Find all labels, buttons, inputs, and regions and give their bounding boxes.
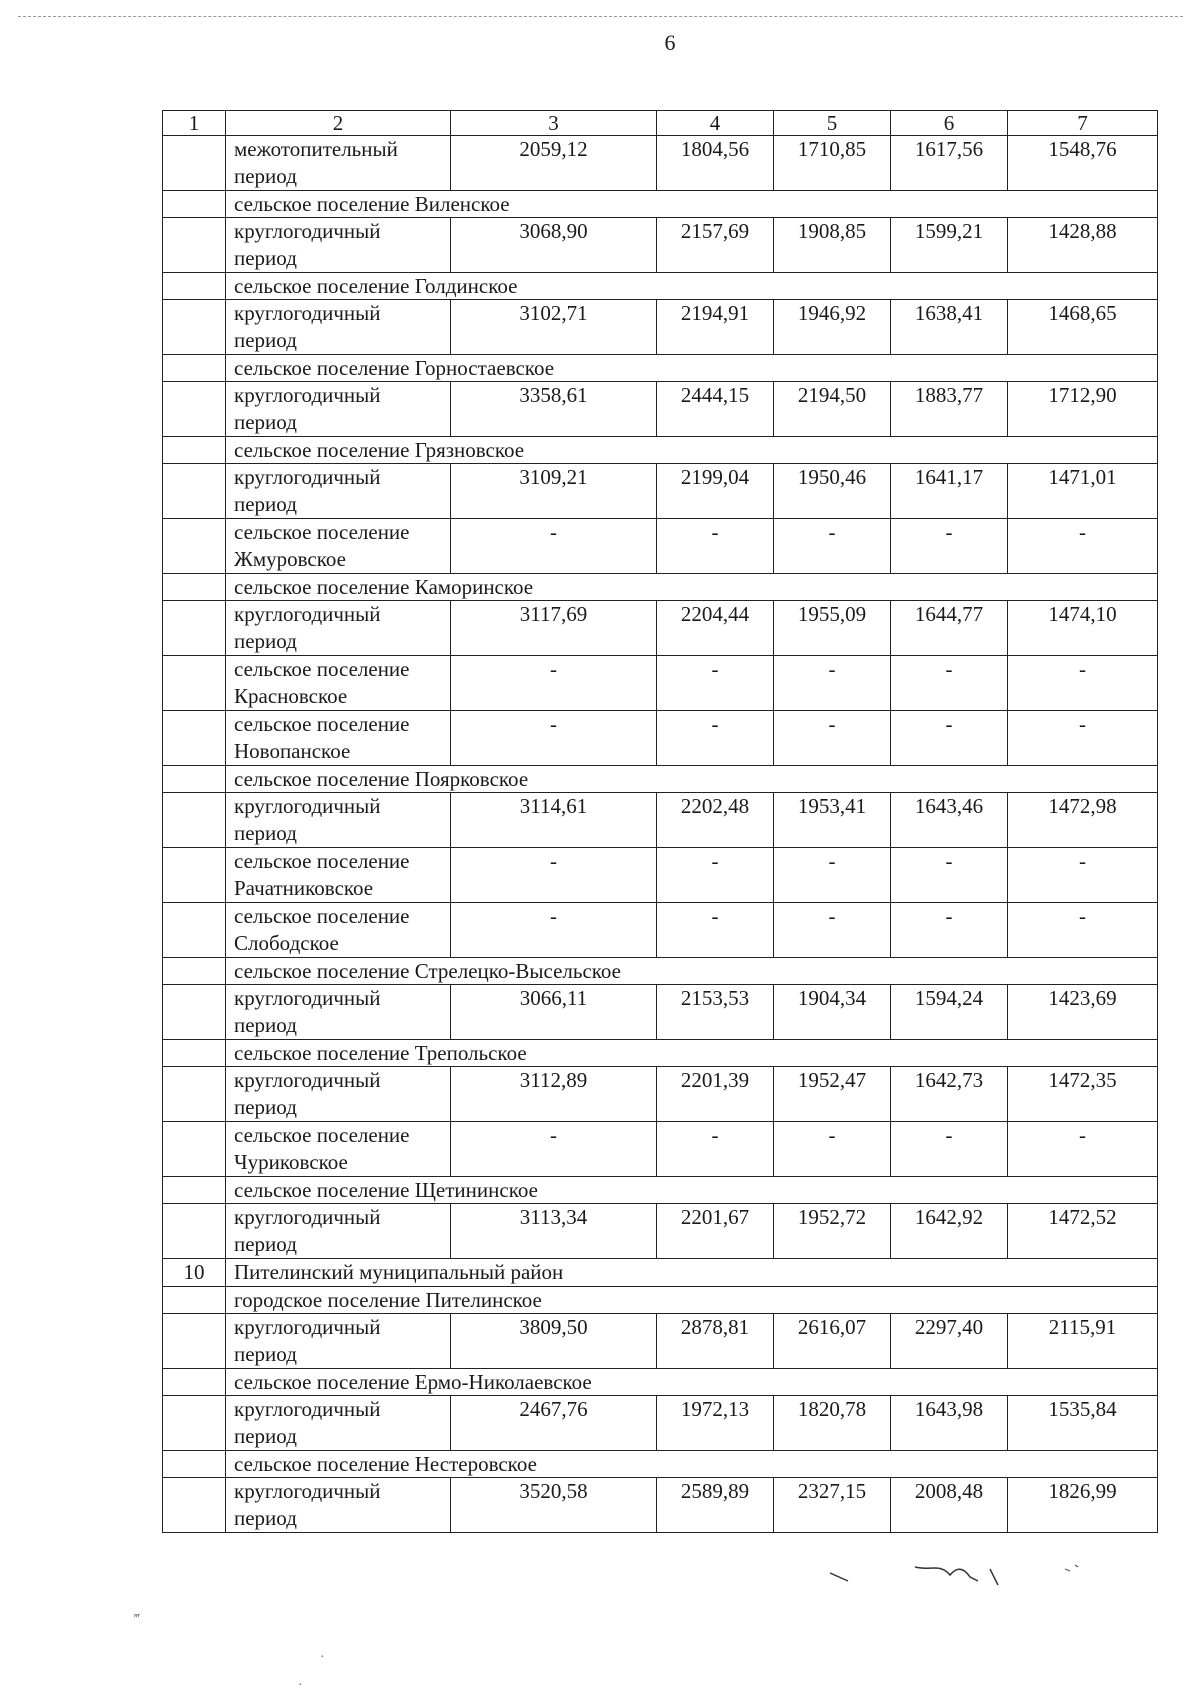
value-cell: 1423,69 — [1008, 985, 1158, 1040]
settlement-row — [163, 1451, 1158, 1478]
settlement-row — [163, 1040, 1158, 1067]
value-cell: - — [1008, 656, 1158, 711]
row-number-cell — [163, 958, 226, 985]
row-number-cell — [163, 1204, 226, 1259]
value-cell: 3520,58 — [451, 1478, 657, 1533]
value-cell: 1428,88 — [1008, 218, 1158, 273]
value-cell: 1904,34 — [774, 985, 891, 1040]
value-cell: 1950,46 — [774, 464, 891, 519]
header-cell: 1 — [163, 111, 226, 136]
period-label: сельское поселение Новопанское — [226, 711, 451, 766]
value-cell: 2201,67 — [657, 1204, 774, 1259]
row-number-cell — [163, 793, 226, 848]
value-cell: 1908,85 — [774, 218, 891, 273]
row-number-cell — [163, 382, 226, 437]
settlement-row — [163, 766, 1158, 793]
row-number-cell — [163, 574, 226, 601]
value-cell: 2327,15 — [774, 1478, 891, 1533]
value-cell: 2194,50 — [774, 382, 891, 437]
row-number-cell — [163, 218, 226, 273]
settlement-name: сельское поселение Ермо-Николаевское — [226, 1369, 1158, 1396]
row-number-cell — [163, 1314, 226, 1369]
row-number-cell — [163, 1451, 226, 1478]
table-row — [163, 1122, 1158, 1177]
period-label: круглогодичный период — [226, 601, 451, 656]
value-cell: 1468,65 — [1008, 300, 1158, 355]
value-cell: 3117,69 — [451, 601, 657, 656]
value-cell: 2201,39 — [657, 1067, 774, 1122]
row-number-cell — [163, 437, 226, 464]
value-cell: 1955,09 — [774, 601, 891, 656]
period-label: круглогодичный период — [226, 382, 451, 437]
value-cell: 1644,77 — [891, 601, 1008, 656]
value-cell: - — [1008, 711, 1158, 766]
page-number: 6 — [664, 30, 676, 55]
value-cell: 2008,48 — [891, 1478, 1008, 1533]
value-cell: - — [657, 1122, 774, 1177]
value-cell: - — [1008, 1122, 1158, 1177]
settlement-name: сельское поселение Щетининское — [226, 1177, 1158, 1204]
scan-speck: · — [320, 1650, 325, 1665]
row-number-cell — [163, 766, 226, 793]
header-cell: 2 — [226, 111, 451, 136]
settlement-row — [163, 273, 1158, 300]
value-cell: 2202,48 — [657, 793, 774, 848]
header-cell: 4 — [657, 111, 774, 136]
settlement-row — [163, 1177, 1158, 1204]
row-number-cell — [163, 848, 226, 903]
row-number-cell — [163, 300, 226, 355]
table-row — [163, 903, 1158, 958]
value-cell: 1599,21 — [891, 218, 1008, 273]
table-row — [163, 382, 1158, 437]
value-cell: 3102,71 — [451, 300, 657, 355]
settlement-name: сельское поселение Голдинское — [226, 273, 1158, 300]
value-cell: 1804,56 — [657, 136, 774, 191]
value-cell: - — [774, 848, 891, 903]
value-cell: 3113,34 — [451, 1204, 657, 1259]
period-label: круглогодичный период — [226, 1478, 451, 1533]
table-row — [163, 519, 1158, 574]
value-cell: 2878,81 — [657, 1314, 774, 1369]
table-row — [163, 985, 1158, 1040]
table-body — [163, 111, 1158, 1533]
value-cell: 2059,12 — [451, 136, 657, 191]
value-cell: 1820,78 — [774, 1396, 891, 1451]
value-cell: - — [657, 711, 774, 766]
period-label: круглогодичный период — [226, 1067, 451, 1122]
scan-border-line — [18, 16, 1183, 17]
row-number-cell — [163, 1369, 226, 1396]
header-row — [163, 111, 1158, 136]
value-cell: 1643,98 — [891, 1396, 1008, 1451]
settlement-row — [163, 437, 1158, 464]
settlement-row — [163, 191, 1158, 218]
value-cell: 1643,46 — [891, 793, 1008, 848]
value-cell: 2467,76 — [451, 1396, 657, 1451]
row-number-cell — [163, 273, 226, 300]
settlement-name: сельское поселение Виленское — [226, 191, 1158, 218]
value-cell: - — [891, 1122, 1008, 1177]
value-cell: - — [774, 903, 891, 958]
value-cell: 2115,91 — [1008, 1314, 1158, 1369]
settlement-row — [163, 355, 1158, 382]
value-cell: 2199,04 — [657, 464, 774, 519]
settlement-name: сельское поселение Горностаевское — [226, 355, 1158, 382]
value-cell: - — [451, 1122, 657, 1177]
scribble-marks — [820, 1555, 1120, 1595]
value-cell: 1594,24 — [891, 985, 1008, 1040]
value-cell: 1952,72 — [774, 1204, 891, 1259]
row-number-cell — [163, 519, 226, 574]
value-cell: - — [451, 656, 657, 711]
table-row — [163, 848, 1158, 903]
value-cell: 2153,53 — [657, 985, 774, 1040]
header-cell: 7 — [1008, 111, 1158, 136]
row-number-cell — [163, 1122, 226, 1177]
value-cell: 1952,47 — [774, 1067, 891, 1122]
period-label: круглогодичный период — [226, 793, 451, 848]
value-cell: - — [1008, 519, 1158, 574]
value-cell: 1710,85 — [774, 136, 891, 191]
value-cell: 1617,56 — [891, 136, 1008, 191]
settlement-name: сельское поселение Поярковское — [226, 766, 1158, 793]
value-cell: 1472,52 — [1008, 1204, 1158, 1259]
table-row — [163, 1314, 1158, 1369]
value-cell: 1953,41 — [774, 793, 891, 848]
value-cell: 3112,89 — [451, 1067, 657, 1122]
value-cell: - — [451, 711, 657, 766]
value-cell: 2194,91 — [657, 300, 774, 355]
value-cell: 1946,92 — [774, 300, 891, 355]
value-cell: - — [657, 519, 774, 574]
value-cell: 3809,50 — [451, 1314, 657, 1369]
row-number-cell — [163, 1396, 226, 1451]
value-cell: 1472,98 — [1008, 793, 1158, 848]
row-number-cell — [163, 656, 226, 711]
value-cell: 3114,61 — [451, 793, 657, 848]
value-cell: 3068,90 — [451, 218, 657, 273]
value-cell: 2157,69 — [657, 218, 774, 273]
value-cell: - — [891, 711, 1008, 766]
row-number-cell — [163, 1287, 226, 1314]
settlement-name: городское поселение Пителинское — [226, 1287, 1158, 1314]
period-label: сельское поселение Чуриковское — [226, 1122, 451, 1177]
header-cell: 5 — [774, 111, 891, 136]
value-cell: - — [891, 848, 1008, 903]
value-cell: 1883,77 — [891, 382, 1008, 437]
table-row — [163, 300, 1158, 355]
settlement-row — [163, 1287, 1158, 1314]
value-cell: 3109,21 — [451, 464, 657, 519]
table-row — [163, 1396, 1158, 1451]
value-cell: 1642,73 — [891, 1067, 1008, 1122]
value-cell: - — [774, 711, 891, 766]
value-cell: - — [451, 903, 657, 958]
row-number-cell — [163, 1478, 226, 1533]
table-row — [163, 1204, 1158, 1259]
period-label: круглогодичный период — [226, 985, 451, 1040]
row-number-cell — [163, 1177, 226, 1204]
settlement-name: сельское поселение Нестеровское — [226, 1451, 1158, 1478]
settlement-name: сельское поселение Грязновское — [226, 437, 1158, 464]
settlement-row — [163, 958, 1158, 985]
value-cell: 2444,15 — [657, 382, 774, 437]
period-label: сельское поселение Слободское — [226, 903, 451, 958]
value-cell: 1638,41 — [891, 300, 1008, 355]
table-row — [163, 464, 1158, 519]
table-row — [163, 136, 1158, 191]
settlement-name: сельское поселение Трепольское — [226, 1040, 1158, 1067]
value-cell: 1471,01 — [1008, 464, 1158, 519]
period-label: сельское поселение Жмуровское — [226, 519, 451, 574]
row-number-cell — [163, 601, 226, 656]
value-cell: 2589,89 — [657, 1478, 774, 1533]
value-cell: 1641,17 — [891, 464, 1008, 519]
value-cell: 1472,35 — [1008, 1067, 1158, 1122]
period-label: круглогодичный период — [226, 218, 451, 273]
value-cell: 3358,61 — [451, 382, 657, 437]
period-label: круглогодичный период — [226, 300, 451, 355]
settlement-row — [163, 1259, 1158, 1287]
row-number-cell — [163, 136, 226, 191]
value-cell: - — [891, 656, 1008, 711]
value-cell: 2297,40 — [891, 1314, 1008, 1369]
table-row — [163, 793, 1158, 848]
value-cell: - — [1008, 848, 1158, 903]
value-cell: - — [774, 519, 891, 574]
value-cell: - — [451, 848, 657, 903]
period-label: круглогодичный период — [226, 1204, 451, 1259]
scan-speck: · — [298, 1678, 303, 1693]
period-label: сельское поселение Красновское — [226, 656, 451, 711]
period-label: межотопительный период — [226, 136, 451, 191]
table-row — [163, 1478, 1158, 1533]
value-cell: 3066,11 — [451, 985, 657, 1040]
header-cell: 6 — [891, 111, 1008, 136]
value-cell: 2204,44 — [657, 601, 774, 656]
value-cell: 1712,90 — [1008, 382, 1158, 437]
period-label: круглогодичный период — [226, 1396, 451, 1451]
value-cell: - — [657, 656, 774, 711]
value-cell: 1548,76 — [1008, 136, 1158, 191]
settlement-name: сельское поселение Каморинское — [226, 574, 1158, 601]
value-cell: - — [1008, 903, 1158, 958]
value-cell: 1535,84 — [1008, 1396, 1158, 1451]
value-cell: - — [657, 903, 774, 958]
table-row — [163, 601, 1158, 656]
period-label: круглогодичный период — [226, 464, 451, 519]
value-cell: - — [891, 903, 1008, 958]
settlement-name: сельское поселение Стрелецко-Высельское — [226, 958, 1158, 985]
row-number-cell — [163, 711, 226, 766]
settlement-name: Пителинский муниципальный район — [226, 1259, 1158, 1287]
row-number-cell: 10 — [163, 1259, 226, 1287]
table-row — [163, 656, 1158, 711]
row-number-cell — [163, 985, 226, 1040]
value-cell: - — [774, 656, 891, 711]
period-label: сельское поселение Рачатниковское — [226, 848, 451, 903]
value-cell: 1642,92 — [891, 1204, 1008, 1259]
settlement-row — [163, 1369, 1158, 1396]
value-cell: 1972,13 — [657, 1396, 774, 1451]
table-row — [163, 711, 1158, 766]
value-cell: 1826,99 — [1008, 1478, 1158, 1533]
period-label: круглогодичный период — [226, 1314, 451, 1369]
row-number-cell — [163, 464, 226, 519]
scan-marks — [820, 1555, 1120, 1595]
settlement-row — [163, 574, 1158, 601]
table-row — [163, 218, 1158, 273]
row-number-cell — [163, 191, 226, 218]
value-cell: 1474,10 — [1008, 601, 1158, 656]
value-cell: - — [891, 519, 1008, 574]
row-number-cell — [163, 903, 226, 958]
scan-speck: ‴ — [134, 1612, 140, 1627]
value-cell: - — [657, 848, 774, 903]
header-cell: 3 — [451, 111, 657, 136]
row-number-cell — [163, 355, 226, 382]
table-row — [163, 1067, 1158, 1122]
value-cell: 2616,07 — [774, 1314, 891, 1369]
tariff-table — [162, 110, 1158, 1533]
value-cell: - — [451, 519, 657, 574]
row-number-cell — [163, 1067, 226, 1122]
row-number-cell — [163, 1040, 226, 1067]
value-cell: - — [774, 1122, 891, 1177]
